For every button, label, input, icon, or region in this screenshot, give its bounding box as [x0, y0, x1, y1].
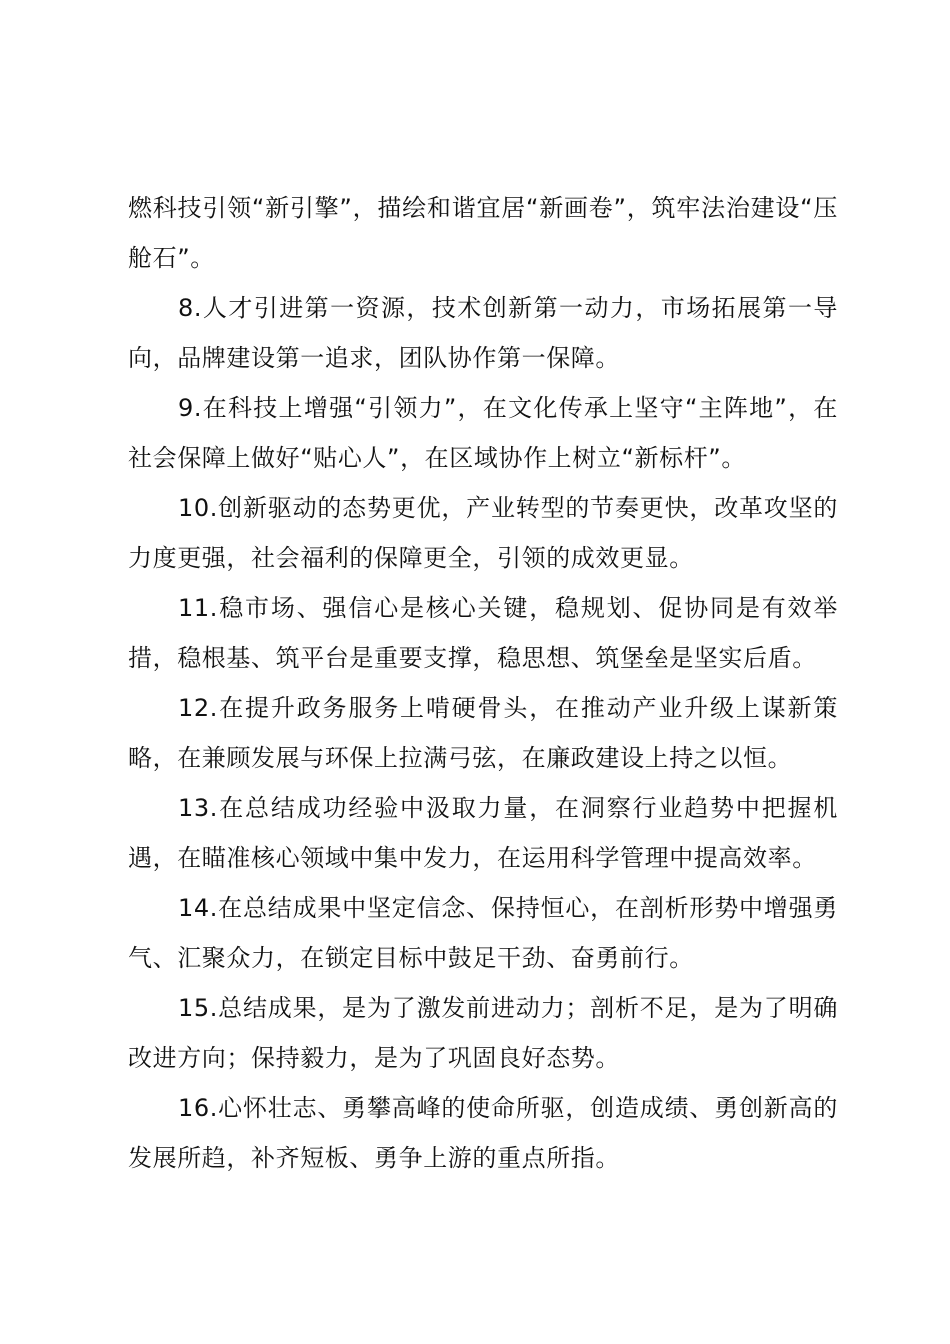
paragraph-continuation: 燃科技引领“新引擎”，描绘和谐宜居“新画卷”，筑牢法治建设“压舱石”。: [128, 194, 838, 272]
paragraph-item-13: 13.在总结成功经验中汲取力量，在洞察行业趋势中把握机遇，在瞄准核心领域中集中发力，在运用科学管理中提高效率。: [128, 794, 838, 872]
paragraph-item-16: 16.心怀壮志、勇攀高峰的使命所驱，创造成绩、勇创新高的发展所趋，补齐短板、勇争上游的重点所指。: [128, 1094, 838, 1172]
paragraph-item-10: 10.创新驱动的态势更优，产业转型的节奏更快，改革攻坚的力度更强，社会福利的保障更全，引领的成效更显。: [128, 494, 838, 572]
paragraph-item-12: 12.在提升政务服务上啃硬骨头，在推动产业升级上谋新策略，在兼顾发展与环保上拉满弓弦，在廉政建设上持之以恒。: [128, 694, 838, 772]
paragraph-item-8: 8.人才引进第一资源，技术创新第一动力，市场拓展第一导向，品牌建设第一追求，团队协作第一保障。: [128, 294, 838, 372]
paragraph-item-9: 9.在科技上增强“引领力”，在文化传承上坚守“主阵地”，在社会保障上做好“贴心人”，在区域协作上树立“新标杆”。: [128, 394, 838, 472]
paragraph-item-15: 15.总结成果，是为了激发前进动力；剖析不足，是为了明确改进方向；保持毅力，是为了巩固良好态势。: [128, 994, 838, 1072]
paragraph-item-14: 14.在总结成果中坚定信念、保持恒心，在剖析形势中增强勇气、汇聚众力，在锁定目标中鼓足干劲、奋勇前行。: [128, 894, 838, 972]
document-body: [128, 183, 838, 1183]
paragraph-item-11: 11.稳市场、强信心是核心关键，稳规划、促协同是有效举措，稳根基、筑平台是重要支撑，稳思想、筑堡垒是坚实后盾。: [128, 594, 838, 672]
